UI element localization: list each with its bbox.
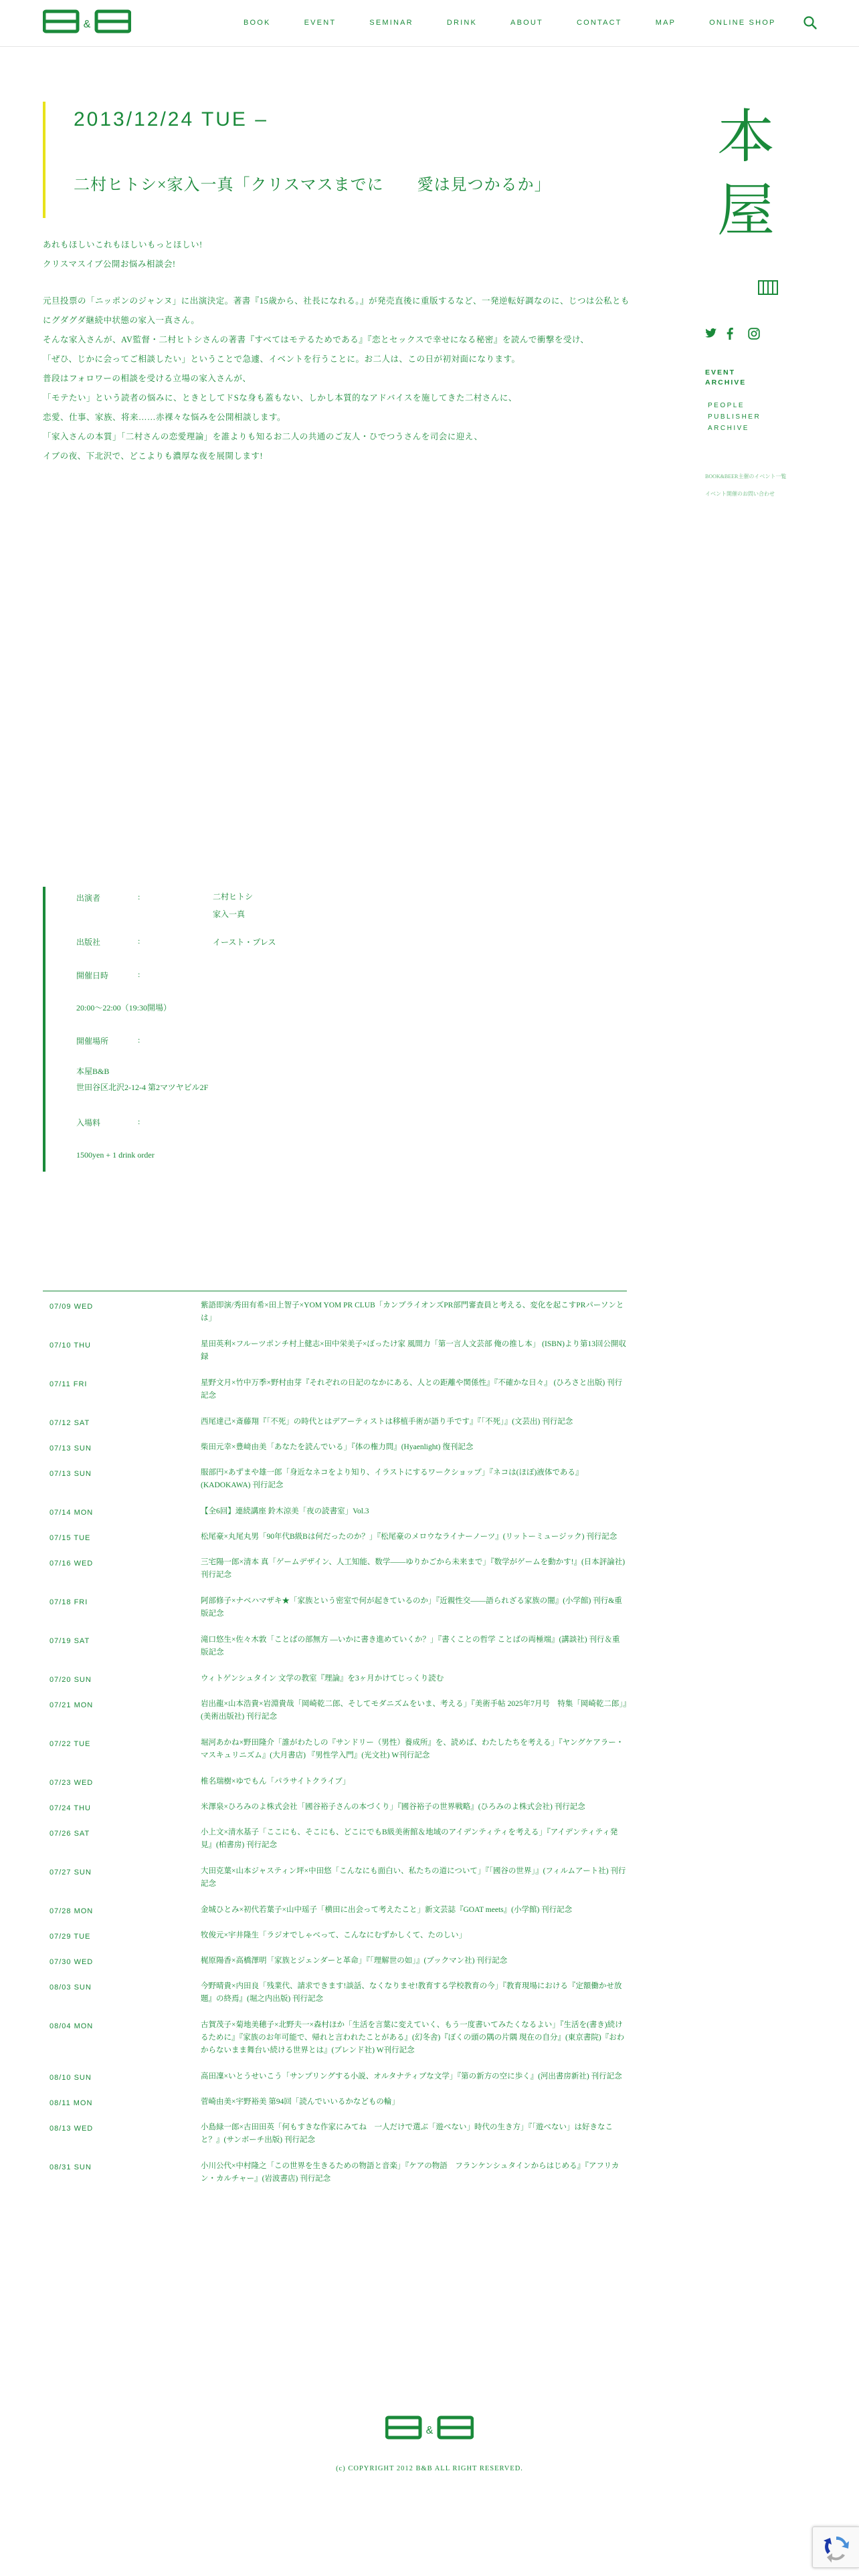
performers-value xyxy=(213,888,253,923)
schedule-row[interactable] xyxy=(43,1896,627,1921)
schedule-event-link[interactable]: 滝口悠生×佐々木敦「ことばの部無方 ―いかに書き進めていくか？」『書くことの哲学 ことばの両極端』(講談社) 刊行＆重版記念 xyxy=(201,1636,620,1656)
colon: : xyxy=(138,892,140,901)
link-people[interactable]: PEOPLE xyxy=(708,402,745,409)
schedule-date: 07/24 THU xyxy=(50,1804,91,1812)
schedule-row[interactable] xyxy=(43,1690,627,1729)
schedule-row[interactable] xyxy=(43,1947,627,1972)
schedule-event-link[interactable]: 西尾達己×斎藤翔『「不死」の時代とはデアーティストは移植手術が語り手です』『「不死」』(文芸出) 刊行記念 xyxy=(201,1418,573,1426)
site-logo[interactable] xyxy=(43,9,131,33)
venue-address: 世田谷区北沢2-12-4 第2マツヤビル2F xyxy=(76,1083,209,1092)
schedule-row[interactable] xyxy=(43,1857,627,1896)
colon: : xyxy=(138,1035,140,1045)
social-links xyxy=(705,328,760,340)
schedule-date: 08/13 WED xyxy=(50,2125,94,2133)
schedule-row[interactable] xyxy=(43,1587,627,1626)
schedule-date: 08/31 SUN xyxy=(50,2163,92,2171)
nav-seminar[interactable]: SEMINAR xyxy=(369,19,413,27)
schedule-row[interactable] xyxy=(43,1330,627,1369)
schedule-row[interactable] xyxy=(43,1972,627,2011)
schedule-event-link[interactable]: 椎名瑞樹×ゆでもん「パラサイトクライブ」 xyxy=(201,1778,351,1786)
schedule-row[interactable] xyxy=(43,2088,627,2113)
schedule-event-link[interactable]: 小川公代×中村隆之「この世界を生きるための物語と音楽」『ケアの物語 フランケンシュタインからはじめる』『アフリカン・カルチャー』(岩波書店) 刊行記念 xyxy=(201,2162,619,2183)
link-publisher[interactable]: PUBLISHER xyxy=(708,413,761,421)
nav-map[interactable]: MAP xyxy=(655,19,676,27)
description-line: 恋愛、仕事、家族、将来……赤裸々な悩みを公開相談します。 xyxy=(43,413,286,422)
schedule-row[interactable] xyxy=(43,1818,627,1857)
venue-value xyxy=(76,1063,208,1095)
bb-logo-icon xyxy=(385,2416,474,2440)
svg-text:&: & xyxy=(425,2425,434,2436)
event-description xyxy=(43,235,632,466)
schedule-date: 07/16 WED xyxy=(50,1560,94,1568)
description-line: 「家入さんの本質」「二村さんの恋愛理論」を誰よりも知るお二人の共通のご友人・ひでつうさんを司会に迎え、 xyxy=(43,432,483,441)
publisher-value: イースト・プレス xyxy=(213,938,276,947)
schedule-date: 07/22 TUE xyxy=(50,1740,91,1748)
twitter-icon[interactable] xyxy=(705,328,717,340)
schedule-date: 07/13 SUN xyxy=(50,1470,92,1478)
schedule-event-link[interactable]: 小島緑一郎×古田田英「何もすきな作家にみてね 一人だけで選ぶ「遊べない」時代の生き方」『「遊べない」は好きなこと？』(サンボーチ出版) 刊行記念 xyxy=(201,2123,613,2144)
nav-contact[interactable]: CONTACT xyxy=(576,19,622,27)
schedule-date: 08/04 MON xyxy=(50,2022,94,2030)
venue-name: 本屋B&B xyxy=(76,1067,110,1076)
recaptcha-badge[interactable] xyxy=(812,2527,859,2568)
heading-line: EVENT xyxy=(705,368,736,377)
schedule-event-link[interactable]: 松尾豪×丸尾丸男「90年代B級Bは何だったのか？」『松尾豪のメロウなライナーノーツ』(リットーミュージック) 刊行記念 xyxy=(201,1533,617,1541)
bookstore-kanji xyxy=(709,100,783,247)
schedule-event-link[interactable]: 今野晴貴×内田良「残業代、請求できます!談話、なくなりませ!教育する学校教育の今」『教育現場における『定額働かせ放題』の終焉』(堀之内出版) 刊行記念 xyxy=(201,1982,622,2003)
datetime-label: 開催日時 xyxy=(76,971,109,980)
schedule-event-link[interactable]: 柴田元幸×豊﨑由美「あなたを読んでいる」『体の権力問』(Hyaenlight) 復刊記念 xyxy=(201,1443,474,1451)
schedule-event-link[interactable]: 高田凜×いとうせいこう「サンプリングする小説、オルタナティブな文学」『第の新方の空に歩く』(河出書房新社) 刊行記念 xyxy=(201,2072,622,2080)
schedule-event-link[interactable]: 米澤泉×ひろみのよ株式会社「國谷裕子さんの本づくり」『國谷裕子の世界戦略』(ひろみのよ株式会社) 刊行記念 xyxy=(201,1803,585,1811)
description-line: 「モテたい」という読者の悩みに、ときとしてドSな身も蓋もない、しかし本質的なアドバイスを施してきた二村さんに、 xyxy=(43,393,517,403)
schedule-row[interactable] xyxy=(43,1291,627,1330)
event-info-box xyxy=(43,887,444,1172)
schedule-row[interactable] xyxy=(43,1626,627,1665)
schedule-event-link[interactable]: 阿部修子×ナベハマザキ★「家族という密室で何が起きているのか」『近親性交――語られざる家族の闇』(小学館) 刊行&重版記念 xyxy=(201,1597,622,1618)
schedule-date: 07/23 WED xyxy=(50,1779,94,1787)
link-hosted-events[interactable]: BOOK&BEER主催のイベント一覧 xyxy=(705,473,787,479)
fee-label: 入場料 xyxy=(76,1118,101,1128)
nav-book[interactable]: BOOK xyxy=(244,19,271,27)
event-title-block xyxy=(43,102,632,218)
kanji-ya: 屋 xyxy=(717,179,775,243)
link-event-inquiry[interactable]: イベント開催のお問い合わせ xyxy=(705,491,775,497)
schedule-row[interactable] xyxy=(43,1433,627,1459)
schedule-row[interactable] xyxy=(43,1767,627,1793)
description-line: あれもほしいこれもほしいもっとほしい! xyxy=(43,240,203,249)
schedule-event-link[interactable]: 服部円×あずまや雄一郎「身近なネコをより知り、イラストにするワークショップ」『ネコは(ほぼ)液体である』(KADOKAWA) 刊行記念 xyxy=(201,1469,583,1489)
schedule-row[interactable] xyxy=(43,1497,627,1523)
nav-drink[interactable]: DRINK xyxy=(446,19,478,27)
colon: : xyxy=(138,936,140,946)
description-line: そんな家入さんが、AV監督・二村ヒトシさんの著書『すべてはモテるためである』『恋とセックスで幸せになる秘密』を読んで衝撃を受け、 xyxy=(43,335,589,344)
performers-label: 出演者 xyxy=(76,893,101,903)
schedule-date: 07/29 TUE xyxy=(50,1933,91,1941)
event-date: 2013/12/24 TUE – xyxy=(74,108,268,130)
footer-logo[interactable] xyxy=(385,2416,474,2440)
performer-name: 二村ヒトシ xyxy=(213,892,254,901)
schedule-row[interactable] xyxy=(43,1665,627,1690)
schedule-row[interactable] xyxy=(43,2152,627,2191)
description-line: 元旦投票の「ニッポンのジャンヌ」に出演決定。著書『15歳から、社長になれる。』が発売直後に重版するなど、一発逆転好調なのに、じつは公私ともにグダグダ継続中状態の家入一真さん。 xyxy=(43,296,630,325)
schedule-date: 08/11 MON xyxy=(50,2099,93,2107)
schedule-date: 07/30 WED xyxy=(50,1958,94,1966)
link-archive[interactable]: ARCHIVE xyxy=(708,425,749,432)
schedule-row[interactable] xyxy=(43,1921,627,1947)
schedule-event-link[interactable]: 紫語即演/秀田有希×田上智子×YOM YOM PR CLUB「カンブライオンズPR部門審査員と考える、変化を起こすPRパーソンとは」 xyxy=(201,1301,624,1322)
facebook-icon[interactable] xyxy=(727,328,739,340)
datetime-value: 20:00〜22:00（19:30開場） xyxy=(76,1003,172,1012)
description-line: 「ぜひ、じかに会ってご相談したい」ということで急遽、イベントを行うことに。お二人は、この日が初対面になります。 xyxy=(43,354,520,364)
schedule-row[interactable] xyxy=(43,2062,627,2088)
search-icon[interactable] xyxy=(803,15,818,30)
schedule-date: 07/19 SAT xyxy=(50,1637,90,1645)
schedule-event-link[interactable]: 古賀茂子×菊地美穂子×北野夫一×森村ほか「生活を言葉に変えていく、もう一度書いてみたくなるよい」『生活を(書き)続けるために』『家族のお年可能で、帰れと言われたことがある』(幻冬舎)『ぼくの頭の隅の片隅 現在の自分』(東京書院)『おわからないまま舞台い続ける世界とは』(ブレンド社) W刊行記念 xyxy=(201,2021,625,2054)
bb-logo-icon xyxy=(43,9,131,33)
schedule-event-link[interactable]: 梶原陽香×高橋澤明「家族とジェンダーと革命」『「理解世の如」』(ブックマン社) 刊行記念 xyxy=(201,1957,508,1965)
schedule-event-link[interactable]: 【全6回】連続講座 鈴木涼美「夜の読書室」Vol.3 xyxy=(201,1507,369,1515)
nav-online-shop[interactable]: ONLINE SHOP xyxy=(709,19,776,27)
book-icon[interactable] xyxy=(758,280,778,296)
nav-about[interactable]: ABOUT xyxy=(510,19,543,27)
schedule-date: 07/12 SAT xyxy=(50,1419,90,1427)
sidebar-small-links xyxy=(705,468,786,503)
schedule-event-link[interactable]: 菅崎由美×宇野裕美 第94回「読んでいいるかなどもの輪」 xyxy=(201,2098,399,2106)
event-title: 二村ヒトシ×家入一真「クリスマスまでに 愛は見つかるか」 xyxy=(74,177,551,194)
archive-links xyxy=(708,400,761,434)
publisher-label: 出版社 xyxy=(76,938,101,947)
schedule-date: 07/11 FRI xyxy=(50,1380,88,1388)
schedule-row[interactable] xyxy=(43,1459,627,1497)
heading-line: ARCHIVE xyxy=(705,379,747,387)
schedule-row[interactable] xyxy=(43,1523,627,1548)
schedule-date: 07/10 THU xyxy=(50,1341,91,1350)
schedule-date: 07/27 SUN xyxy=(50,1868,92,1876)
nav-event[interactable]: EVENT xyxy=(304,19,337,27)
schedule-date: 07/26 SAT xyxy=(50,1830,90,1838)
event-archive-heading xyxy=(705,368,746,388)
schedule-date: 07/14 MON xyxy=(50,1509,94,1517)
schedule-event-link[interactable]: 星田英利×フルーツポンチ村上健志×田中栄美子×ぼったけ家 風間力「第一言人文芸部 俺の推し本」 (ISBN)より第13回公開収録 xyxy=(201,1340,627,1361)
fee-value: 1500yen + 1 drink order xyxy=(76,1150,155,1160)
site-header xyxy=(0,0,859,47)
schedule-event-link[interactable]: 堀河あかね×野田隆介「誰がわたしの『サンドリー（男性）養成所』を、読めば、わたしたちを考える」『ヤングケアラー・マスキュリニズム』(大月書店) 『男性学入門』(光文社) W刊行記念 xyxy=(201,1739,624,1759)
schedule-date: 07/13 SUN xyxy=(50,1444,92,1453)
description-line: 普段はフォロワーの相談を受ける立場の家入さんが、 xyxy=(43,374,252,383)
venue-label: 開催場所 xyxy=(76,1037,109,1046)
colon: : xyxy=(138,970,140,979)
schedule-date: 07/09 WED xyxy=(50,1303,94,1311)
description-line: クリスマスイブ公開お悩み相談会! xyxy=(43,259,176,269)
schedule-event-link[interactable]: 三宅陽一郎×清本 真「ゲームデザイン、人工知能、数学――ゆりかごから未来まで」『数学がゲームを動かす!』(日本評論社) 刊行記念 xyxy=(201,1558,626,1579)
schedule-event-link[interactable]: ウィトゲンシュタイン 文学の教室『理論』を3ヶ月かけてじっくり読む xyxy=(201,1675,444,1683)
schedule-row[interactable] xyxy=(43,1729,627,1767)
main-nav xyxy=(244,19,809,27)
description-line: イブの夜、下北沢で、どこよりも濃厚な夜を展開します! xyxy=(43,451,264,461)
schedule-date: 07/15 TUE xyxy=(50,1534,91,1542)
schedule-event-link[interactable]: 牧俊元×宇井隆生「ラジオでしゃべって、こんなにむずかしくて、たのしい」 xyxy=(201,1931,467,1939)
kanji-hon: 本 xyxy=(717,105,775,169)
schedule-date: 08/03 SUN xyxy=(50,1983,92,1992)
schedule-event-link[interactable]: 星野文月×竹中万季×野村由芽『それぞれの日記のなかにある、人との距離や関係性』『不確かな日々』 (ひろさと出版) 刊行記念 xyxy=(201,1379,623,1400)
schedule-event-link[interactable]: 小上文×清水基子「ここにも、そこにも、どこにでもB級美術館＆地域のアイデンティティを考える」『アイデンティティ発見』(柏書房) 刊行記念 xyxy=(201,1828,618,1849)
svg-text:&: & xyxy=(83,19,91,30)
performer-name: 家入一真 xyxy=(213,909,246,919)
schedule-date: 08/10 SUN xyxy=(50,2074,92,2082)
schedule-event-link[interactable]: 金城ひとみ×初代若葉子×山中瑶子「横田に出会って考えたこと」新文芸誌『GOAT meets』(小学館) 刊行記念 xyxy=(201,1906,573,1914)
schedule-date: 07/21 MON xyxy=(50,1701,94,1709)
recaptcha-icon xyxy=(813,2527,859,2569)
schedule-date: 07/28 MON xyxy=(50,1907,94,1915)
schedule-event-link[interactable]: 大田克葉×山本ジャスティン坪×中田悠「こんなにも面白い、私たちの道について」『「國谷の世界」』(フィルムアート社) 刊行記念 xyxy=(201,1867,626,1888)
event-schedule-list xyxy=(43,1291,627,2191)
schedule-date: 07/20 SUN xyxy=(50,1676,92,1684)
schedule-row[interactable] xyxy=(43,1548,627,1587)
schedule-row[interactable] xyxy=(43,1408,627,1433)
schedule-date: 07/18 FRI xyxy=(50,1598,88,1606)
schedule-row[interactable] xyxy=(43,1369,627,1408)
schedule-event-link[interactable]: 岩出龍×山本浩貴×岩淵貴哉「岡崎乾二郎、そしてモダニズムをいま、考える」『美術手帖 2025年7月号 特集「岡崎乾二郎」』(美術出版社) 刊行記念 xyxy=(201,1700,627,1721)
instagram-icon[interactable] xyxy=(748,328,760,340)
colon: : xyxy=(138,1117,140,1126)
schedule-row[interactable] xyxy=(43,2113,627,2152)
schedule-row[interactable] xyxy=(43,2011,627,2062)
copyright: (c) COPYRIGHT 2012 B&B ALL RIGHT RESERVED. xyxy=(336,2465,523,2472)
schedule-row[interactable] xyxy=(43,1793,627,1818)
